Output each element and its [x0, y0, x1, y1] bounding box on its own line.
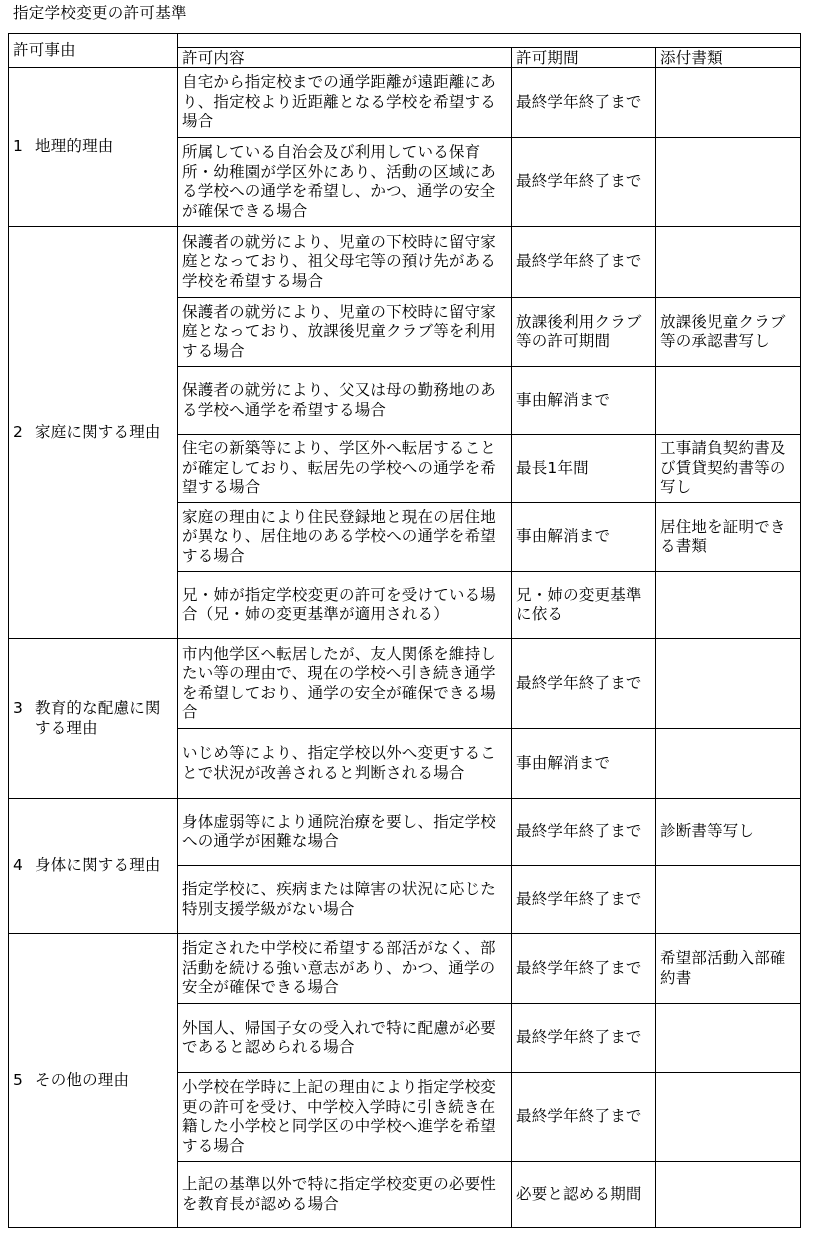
reason-cell [9, 639, 178, 799]
permission-content-cell: 兄・姉が指定学校変更の許可を受けている場合（兄・姉の変更基準が適用される） [178, 572, 512, 639]
permission-content-cell: 所属している自治会及び利用している保育所・幼稚園が学区外にあり、活動の区域にある学校への通学を希望し、かつ、通学の安全が確保できる場合 [178, 138, 512, 227]
attached-documents-cell [656, 1073, 801, 1162]
attached-documents-cell [656, 367, 801, 435]
attached-documents-cell [656, 1162, 801, 1228]
table-row [9, 68, 801, 138]
attached-documents-cell [656, 68, 801, 138]
permission-period-cell: 最終学年終了まで [512, 138, 656, 227]
permission-content-cell: いじめ等により、指定学校以外へ変更することで状況が改善されると判断される場合 [178, 729, 512, 799]
attached-documents-cell [656, 227, 801, 298]
permission-content-cell: 家庭の理由により住民登録地と現在の居住地が異なり、居住地のある学校への通学を希望する場合 [178, 503, 512, 572]
reason-label: 身体に関する理由 [35, 856, 161, 875]
attached-documents-cell [656, 572, 801, 639]
reason-cell [9, 799, 178, 934]
reason-label: その他の理由 [35, 1070, 130, 1089]
permission-content-cell: 自宅から指定校までの通学距離が遠距離にあり、指定校より近距離となる学校を希望する場合 [178, 68, 512, 138]
header-content: 許可内容 [178, 48, 512, 68]
table-row [9, 799, 801, 866]
permission-content-cell: 指定学校に、疾病または障害の状況に応じた特別支援学級がない場合 [178, 866, 512, 934]
attached-documents-cell: 放課後児童クラブ等の承認書写し [656, 298, 801, 367]
permission-period-cell: 最終学年終了まで [512, 68, 656, 138]
attached-documents-cell [656, 138, 801, 227]
permission-content-cell: 保護者の就労により、児童の下校時に留守家庭となっており、祖父母宅等の預け先がある学校を希望する場合 [178, 227, 512, 298]
permission-content-cell: 身体虚弱等により通院治療を要し、指定学校への通学が困難な場合 [178, 799, 512, 866]
header-documents: 添付書類 [656, 48, 801, 68]
permission-period-cell: 必要と認める期間 [512, 1162, 656, 1228]
permission-period-cell: 最終学年終了まで [512, 639, 656, 729]
permission-period-cell: 事由解消まで [512, 503, 656, 572]
table-row [9, 934, 801, 1004]
permission-content-cell: 指定された中学校に希望する部活がなく、部活動を続ける強い意志があり、かつ、通学の安全が確保できる場合 [178, 934, 512, 1004]
reason-cell [9, 68, 178, 227]
attached-documents-cell [656, 639, 801, 729]
reason-number: 4 [13, 856, 24, 875]
reason-cell [9, 227, 178, 639]
reason-cell [9, 934, 178, 1228]
permission-period-cell: 最終学年終了まで [512, 227, 656, 298]
header-period: 許可期間 [512, 48, 656, 68]
reason-label: 家庭に関する理由 [35, 422, 161, 441]
page-title: 指定学校変更の許可基準 [13, 4, 187, 22]
permission-period-cell: 事由解消まで [512, 729, 656, 799]
criteria-table [8, 33, 801, 1228]
reason-number: 2 [13, 422, 24, 441]
permission-content-cell: 市内他学区へ転居したが、友人関係を維持したい等の理由で、現在の学校へ引き続き通学を希望しており、通学の安全が確保できる場合 [178, 639, 512, 729]
attached-documents-cell [656, 866, 801, 934]
permission-period-cell: 最終学年終了まで [512, 934, 656, 1004]
permission-content-cell: 外国人、帰国子女の受入れで特に配慮が必要であると認められる場合 [178, 1004, 512, 1073]
reason-label: 教育的な配慮に関する理由 [35, 699, 161, 737]
permission-period-cell: 最終学年終了まで [512, 866, 656, 934]
attached-documents-cell [656, 1004, 801, 1073]
table-row [9, 639, 801, 729]
attached-documents-cell: 工事請負契約書及び賃貸契約書等の写し [656, 435, 801, 503]
reason-number: 1 [13, 137, 24, 156]
table-row [9, 227, 801, 298]
permission-content-cell: 住宅の新築等により、学区外へ転居することが確定しており、転居先の学校への通学を希望する場合 [178, 435, 512, 503]
header-reason: 許可事由 [9, 34, 178, 68]
permission-period-cell: 放課後利用クラブ等の許可期間 [512, 298, 656, 367]
permission-period-cell: 事由解消まで [512, 367, 656, 435]
header-spacer [178, 34, 801, 48]
attached-documents-cell: 希望部活動入部確約書 [656, 934, 801, 1004]
permission-content-cell: 小学校在学時に上記の理由により指定学校変更の許可を受け、中学校入学時に引き続き在籍した小学校と同学区の中学校へ進学を希望する場合 [178, 1073, 512, 1162]
permission-period-cell: 最終学年終了まで [512, 1004, 656, 1073]
attached-documents-cell: 居住地を証明できる書類 [656, 503, 801, 572]
attached-documents-cell [656, 729, 801, 799]
reason-number: 5 [13, 1070, 24, 1089]
permission-period-cell: 最終学年終了まで [512, 799, 656, 866]
permission-content-cell: 保護者の就労により、児童の下校時に留守家庭となっており、放課後児童クラブ等を利用する場合 [178, 298, 512, 367]
reason-label: 地理的理由 [35, 137, 114, 156]
permission-content-cell: 上記の基準以外で特に指定学校変更の必要性を教育長が認める場合 [178, 1162, 512, 1228]
permission-period-cell: 兄・姉の変更基準に依る [512, 572, 656, 639]
permission-period-cell: 最終学年終了まで [512, 1073, 656, 1162]
reason-number: 3 [13, 699, 24, 717]
attached-documents-cell: 診断書等写し [656, 799, 801, 866]
permission-content-cell: 保護者の就労により、父又は母の勤務地のある学校へ通学を希望する場合 [178, 367, 512, 435]
permission-period-cell: 最長1年間 [512, 435, 656, 503]
